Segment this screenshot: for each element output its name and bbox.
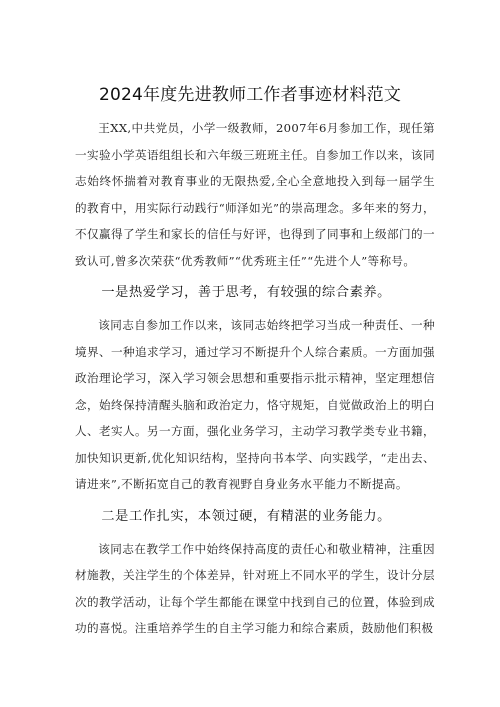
- section-heading-2: 二是工作扎实，本领过硬，有精湛的业务能力。: [101, 508, 391, 524]
- section-heading-1: 一是热爱学习，善于思考，有较强的综合素养。: [101, 285, 391, 300]
- intro-paragraph: 王XX,中共党员，小学一级教师，2007年6月参加工作，现任第一实验小学英语组组长和六年级三班班主任。自参加工作以来，该同志始终怀揣着对教育事业的无限热爱,全心全意地投入到每一届学生的教育中，用实际行动践行“师泽如光”的崇高理念。多年来的努力，不仅赢得了学生和家长的信任与好评，也得到了同事和上级部门的一致认可,曾多次荣获“优秀教师”“优秀班主任”“先进个人”等称号。: [75, 121, 435, 268]
- document-body: [75, 115, 435, 642]
- document-title: 2024年度先进教师工作者事迹材料范文: [98, 85, 402, 105]
- section-1-paragraph: 该同志自参加工作以来，该同志始终把学习当成一种责任、一种境界、一种追求学习，通过学习不断提升个人综合素质。一方面加强政治理论学习，深入学习领会思想和重要指示批示精神，坚定理想信念，始终保持清醒头脑和政治定力，恪守规矩，自觉做政治上的明白人、老实人。另一方面，强化业务学习，主动学习教学类专业书籍，加快知识更新,优化知识结构，坚持向书本学、向实践学，“走出去、请进来”,不断拓宽自己的教育视野自身业务水平能力不断提高。: [75, 318, 435, 491]
- section-2-paragraph: 该同志在教学工作中始终保持高度的责任心和敬业精神，注重因材施教，关注学生的个体差异，针对班上不同水平的学生，设计分层次的教学活动，让每个学生都能在课堂中找到自己的位置，体验到成功的喜悦。注重培养学生的自主学习能力和综合素质，鼓励他们积极: [75, 541, 435, 635]
